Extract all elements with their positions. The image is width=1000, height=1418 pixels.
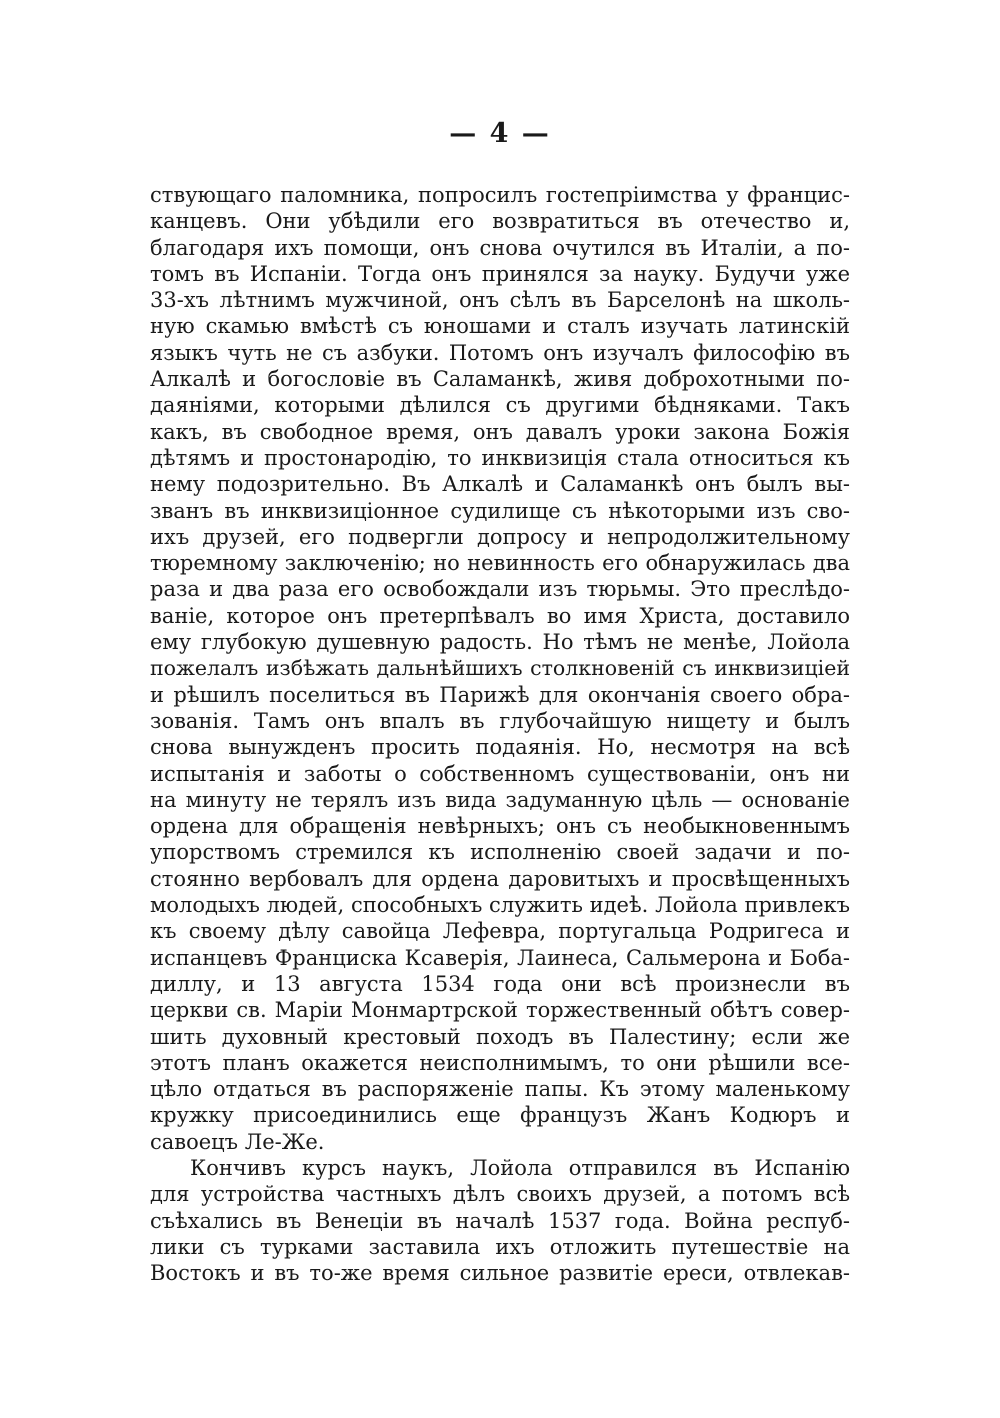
text-line: къ своему дѣлу савойца Лефевра, португальца Родригеса и	[150, 919, 850, 944]
paragraph	[150, 182, 850, 1155]
text-line: снова вынужденъ просить подаянія. Но, несмотря на всѣ	[150, 735, 850, 760]
text-line: дѣтямъ и простонародію, то инквизиція стала относиться къ	[150, 445, 850, 470]
text-line: раза и два раза его освобождали изъ тюрьмы. Это преслѣдо-	[150, 577, 850, 602]
text-line: молодыхъ людей, способныхъ служить идеѣ. Лойола привлекъ	[150, 893, 850, 918]
text-line: для устройства частныхъ дѣлъ своихъ друзей, а потомъ всѣ	[150, 1182, 850, 1207]
text-line: церкви св. Маріи Монмартрской торжественный обѣтъ совер-	[150, 998, 850, 1023]
text-line: ему глубокую душевную радость. Но тѣмъ не менѣе, Лойола	[150, 630, 850, 655]
text-line: этотъ планъ окажется неисполнимымъ, то они рѣшили все-	[150, 1050, 850, 1075]
text-line: цѣло отдаться въ распоряженіе папы. Къ этому маленькому	[150, 1077, 850, 1102]
text-line: благодаря ихъ помощи, онъ снова очутился въ Италіи, а по-	[150, 235, 850, 260]
text-line: съѣхались въ Венеціи въ началѣ 1537 года. Война респуб-	[150, 1208, 850, 1233]
text-line: тюремному заключенію; но невинность его обнаружилась два	[150, 551, 850, 576]
paragraph	[150, 1155, 850, 1286]
text-line: и рѣшилъ поселиться въ Парижѣ для окончанія своего обра-	[150, 682, 850, 707]
text-line: Кончивъ курсъ наукъ, Лойола отправился въ Испанію	[190, 1155, 850, 1180]
text-line: диллу, и 13 августа 1534 года они всѣ произнесли въ	[150, 971, 850, 996]
text-line: пожелалъ избѣжать дальнѣйшихъ столкновеній съ инквизиціей	[150, 656, 850, 681]
body-text	[150, 182, 850, 1286]
text-line: 33-хъ лѣтнимъ мужчиной, онъ сѣлъ въ Барселонѣ на школь-	[150, 288, 850, 313]
text-line: Востокъ и въ то-же время сильное развитіе ереси, отвлекав-	[150, 1261, 850, 1286]
text-line: кружку присоединились еще французъ Жанъ Кодюръ и	[150, 1103, 850, 1128]
text-line: испытанія и заботы о собственномъ существованіи, онъ ни	[150, 761, 850, 786]
text-line: испанцевъ Франциска Ксаверія, Лаинеса, Сальмерона и Боба-	[150, 945, 850, 970]
text-line: ную скамью вмѣстѣ съ юношами и сталъ изучать латинскій	[150, 314, 850, 339]
page-number: — 4 —	[449, 118, 551, 149]
text-line: лики съ турками заставила ихъ отложить путешествіе на	[150, 1234, 850, 1259]
text-line: званъ въ инквизиціонное судилище съ нѣкоторыми изъ сво-	[150, 498, 850, 523]
text-line: ствующаго паломника, попросилъ гостепріимства у францис-	[150, 183, 850, 207]
text-line: савоецъ Ле-Же.	[150, 1129, 325, 1154]
text-line: зованія. Тамъ онъ впалъ въ глубочайшую нищету и былъ	[150, 708, 850, 733]
text-line: канцевъ. Они убѣдили его возвратиться въ отечество и,	[150, 209, 850, 234]
text-line: какъ, въ свободное время, онъ давалъ уроки закона Божія	[150, 419, 850, 444]
text-line: на минуту не терялъ изъ вида задуманную цѣль — основаніе	[150, 787, 850, 812]
text-line: ихъ друзей, его подвергли допросу и непродолжительному	[150, 524, 850, 549]
text-line: ордена для обращенія невѣрныхъ; онъ съ необыкновеннымъ	[150, 814, 850, 839]
text-line: стоянно вербовалъ для ордена даровитыхъ и просвѣщенныхъ	[150, 866, 850, 891]
text-line: даяніями, которыми дѣлился съ другими бѣдняками. Такъ	[150, 393, 850, 418]
text-line: шить духовный крестовый походъ въ Палестину; если же	[150, 1024, 850, 1049]
text-line: упорствомъ стремился къ исполненію своей задачи и по-	[150, 840, 850, 865]
text-line: ваніе, которое онъ претерпѣвалъ во имя Христа, доставило	[150, 603, 850, 628]
text-line: томъ въ Испаніи. Тогда онъ принялся за науку. Будучи уже	[150, 261, 850, 286]
text-line: языкъ чуть не съ азбуки. Потомъ онъ изучалъ философію въ	[150, 340, 850, 365]
text-line: Алкалѣ и богословіе въ Саламанкѣ, живя доброхотными по-	[150, 367, 850, 392]
text-line: нему подозрительно. Въ Алкалѣ и Саламанкѣ онъ былъ вы-	[150, 472, 850, 497]
